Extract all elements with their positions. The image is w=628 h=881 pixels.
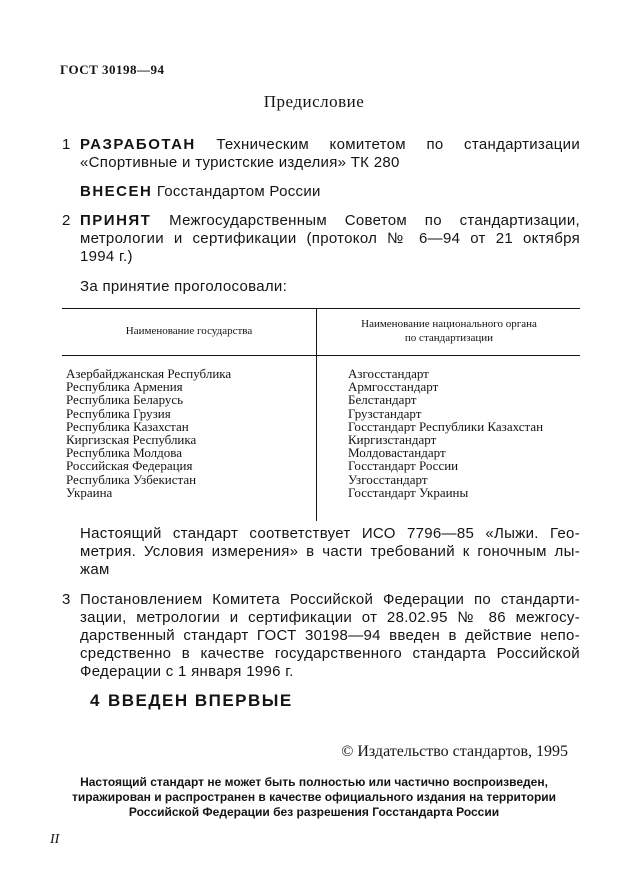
states-column	[66, 367, 231, 499]
iso-note-line-3: жам	[80, 561, 110, 578]
notice-line-3: Российской Федерации без разрешения Госстандарта России	[128, 805, 500, 819]
page-number: II	[50, 832, 60, 847]
table-row-body: Азгосстандарт	[348, 366, 429, 381]
table-row-body: Госстандарт Республики Казахстан	[348, 418, 544, 434]
item-3-line-3: дарственный стандарт ГОСТ 30198—94 введен в действие непо-	[80, 627, 580, 644]
notice-line-2: тиражирован и распространен в качестве официального издания на территории	[71, 790, 557, 804]
bodies-column	[348, 367, 543, 499]
item-3-line-1: Постановлением Комитета Российской Федерации по стандарти-	[80, 591, 580, 608]
col-header-state: Наименование государства	[125, 325, 253, 337]
item-4-number: 4	[90, 691, 100, 710]
item-2-line-1-rest: Межгосударственным Советом по стандартизации,	[169, 212, 581, 229]
table-row-body: Грузстандарт	[348, 405, 422, 421]
item-3-line-4: средственно в качестве государственного стандарта Российской	[80, 645, 580, 662]
table-row-state: Республика Беларусь	[66, 392, 184, 408]
item-1-line-1	[80, 136, 580, 153]
table-column-divider	[316, 309, 317, 521]
table-row-body: Киргизстандарт	[348, 432, 437, 448]
table-row-state: Республика Узбекистан	[66, 471, 197, 487]
iso-note-line-2: метрия. Условия измерения» в части требований к гоночным лы-	[80, 543, 580, 560]
item-2-keyword: ПРИНЯТ	[80, 212, 152, 229]
col-header-body-line-1: Наименование национального органа	[361, 318, 537, 330]
table-row-body: Молдовастандарт	[348, 445, 446, 461]
copyright: © Издательство стандартов, 1995	[341, 743, 568, 760]
table-row-state: Украина	[66, 484, 113, 500]
table-row-state: Республика Казахстан	[66, 418, 189, 434]
table-row-state: Азербайджанская Республика	[66, 366, 232, 381]
table-row-body: Армгосстандарт	[348, 379, 439, 395]
page-title: Предисловие	[263, 92, 365, 111]
table-row-body: Узгосстандарт	[348, 471, 428, 487]
table-top-rule	[62, 308, 580, 309]
table-row-body: Госстандарт Украины	[348, 484, 469, 500]
item-2-line-1	[80, 212, 580, 229]
table-row-state: Республика Грузия	[66, 405, 171, 421]
table-row-state: Российская Федерация	[66, 458, 193, 474]
table-row-body: Госстандарт России	[348, 458, 459, 474]
item-1-number: 1	[62, 136, 71, 153]
item-2-line-3: 1994 г.)	[80, 248, 133, 265]
introduced-line	[80, 183, 321, 200]
table-row-state: Республика Молдова	[66, 445, 182, 461]
document-code: ГОСТ 30198—94	[60, 62, 165, 77]
table-row-body: Белстандарт	[348, 392, 417, 408]
item-1-line-2: «Спортивные и туристские изделия» ТК 280	[80, 154, 400, 171]
item-3-line-2: зации, метрологии и сертификации от 28.02.95 № 86 межгосу-	[80, 609, 580, 626]
col-header-body-line-2: по стандартизации	[404, 332, 494, 344]
item-3-line-5: Федерации с 1 января 1996 г.	[80, 663, 294, 680]
item-3-number: 3	[62, 591, 71, 608]
iso-note-line-1: Настоящий стандарт соответствует ИСО 7796—85 «Лыжи. Гео-	[80, 525, 580, 542]
item-2-line-2: метрологии и сертификации (протокол № 6—94 от 21 октября	[80, 230, 580, 247]
table-row-state: Киргизская Республика	[66, 432, 197, 448]
item-2-number: 2	[62, 212, 71, 229]
item-4-text: ВВЕДЕН ВПЕРВЫЕ	[108, 691, 293, 710]
introduced-keyword: ВНЕСЕН	[80, 183, 153, 200]
table-row-state: Республика Армения	[66, 379, 183, 395]
item-1-line-1-rest: Техническим комитетом по стандартизации	[216, 136, 580, 153]
voted-heading: За принятие проголосовали:	[80, 278, 288, 295]
introduced-rest: Госстандартом России	[156, 183, 321, 200]
notice-line-1: Настоящий стандарт не может быть полностью или частично воспроизведен,	[80, 775, 548, 789]
item-1-keyword: РАЗРАБОТАН	[80, 136, 196, 153]
table-header-rule	[62, 355, 580, 356]
